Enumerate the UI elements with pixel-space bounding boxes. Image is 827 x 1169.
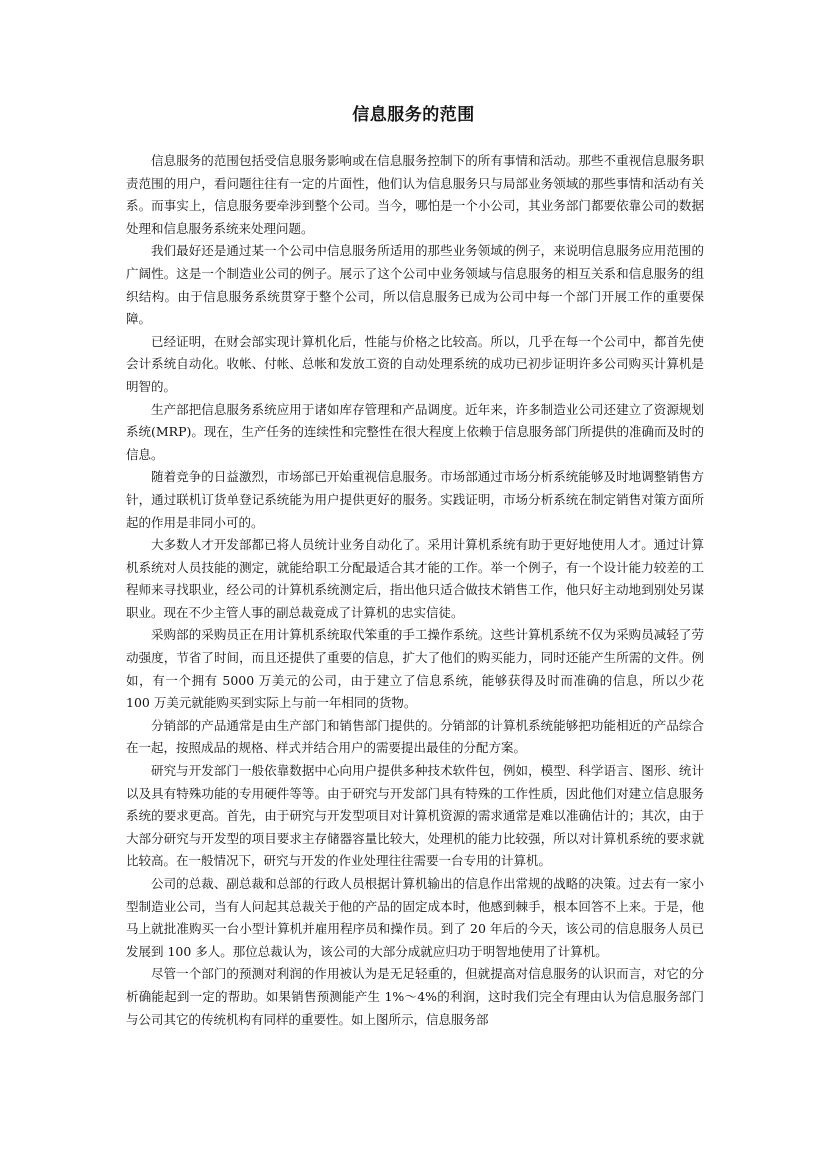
paragraph: 随着竞争的日益激烈，市场部已开始重视信息服务。市场部通过市场分析系统能够及时地调整销售方针，通过联机订货单登记系统能为用户提供更好的服务。实践证明，市场分析系统在制定销售对策方面所起的作用是非同小可的。 xyxy=(126,469,704,530)
paragraph: 公司的总裁、副总裁和总部的行政人员根据计算机输出的信息作出常规的战略的决策。过去有一家小型制造业公司，当有人问起其总裁关于他的产品的固定成本时，他感到棘手，根本回答不上来。于是，他马上就批准购买一台小型计算机并雇用程序员和操作员。到了 20 年后的今天，该公司的信息服务人员已发展到 100 多人。那位总裁认为，该公司的大部分成就应归功于明智地使用了计算机。 xyxy=(126,876,704,959)
paragraph: 信息服务的范围包括受信息服务影响或在信息服务控制下的所有事情和活动。那些不重视信息服务职责范围的用户，看问题往往有一定的片面性，他们认为信息服务只与局部业务领域的那些事情和活动有关系。而事实上，信息服务要牵涉到整个公司。当今，哪怕是一个小公司，其业务部门都要依靠公司的数据处理和信息服务系统来处理问题。 xyxy=(126,153,704,236)
paragraph: 尽管一个部门的预测对利润的作用被认为是无足轻重的，但就提高对信息服务的认识而言，对它的分析确能起到一定的帮助。如果销售预测能产生 1%～4%的利润，这时我们完全有理由认为信息服务部门与公司其它的传统机构有同样的重要性。如上图所示，信息服务部 xyxy=(126,966,704,1027)
paragraph: 已经证明，在财会部实现计算机化后，性能与价格之比较高。所以，几乎在每一个公司中，都首先使会计系统自动化。收帐、付帐、总帐和发放工资的自动处理系统的成功已初步证明许多公司购买计算机是明智的。 xyxy=(126,333,704,394)
paragraph: 生产部把信息服务系统应用于诸如库存管理和产品调度。近年来，许多制造业公司还建立了资源规划系统(MRP)。现在，生产任务的连续性和完整性在很大程度上依赖于信息服务部门所提供的准确而及时的信息。 xyxy=(126,401,704,462)
paragraph: 我们最好还是通过某一个公司中信息服务所适用的那些业务领域的例子，来说明信息服务应用范围的广阔性。这是一个制造业公司的例子。展示了这个公司中业务领域与信息服务的相互关系和信息服务的组织结构。由于信息服务系统贯穿于整个公司，所以信息服务已成为公司中每一个部门开展工作的重要保障。 xyxy=(126,243,704,327)
paragraph: 采购部的采购员正在用计算机系统取代笨重的手工操作系统。这些计算机系统不仅为采购员减轻了劳动强度，节省了时间，而且还提供了重要的信息，扩大了他们的购买能力，同时还能产生所需的文件。例如，有一个拥有 5000 万美元的公司，由于建立了信息系统，能够获得及时而准确的信息，所以少花 100 万美元就能购买到实际上与前一年相同的货物。 xyxy=(126,627,704,711)
paragraph: 大多数人才开发部都已将人员统计业务自动化了。采用计算机系统有助于更好地使用人才。通过计算机系统对人员技能的测定，就能给职工分配最适合其才能的工作。举一个例子，有一个设计能力较差的工程师来寻找职业，经公司的计算机系统测定后，指出他只适合做技术销售工作，他只好主动地到别处另谋职业。现在不少主管人事的副总裁竟成了计算机的忠实信徒。 xyxy=(126,537,704,620)
paragraph: 研究与开发部门一般依靠数据中心向用户提供多种技术软件包，例如，模型、科学语言、图形、统计以及具有特殊功能的专用硬件等等。由于研究与开发部门具有特殊的工作性质，因此他们对建立信息服务系统的要求更高。首先，由于研究与开发型项目对计算机资源的需求通常是难以准确估计的；其次，由于大部分研究与开发型的项目要求主存储器容量比较大，处理机的能力比较强，所以对计算机系统的要求就比较高。在一般情况下，研究与开发的作业处理往往需要一台专用的计算机。 xyxy=(126,763,704,869)
document-body xyxy=(126,150,704,1031)
paragraph: 分销部的产品通常是由生产部门和销售部门提供的。分销部的计算机系统能够把功能相近的产品综合在一起，按照成品的规格、样式并结合用户的需要提出最佳的分配方案。 xyxy=(126,717,704,756)
page-title: 信息服务的范围 xyxy=(352,105,475,125)
